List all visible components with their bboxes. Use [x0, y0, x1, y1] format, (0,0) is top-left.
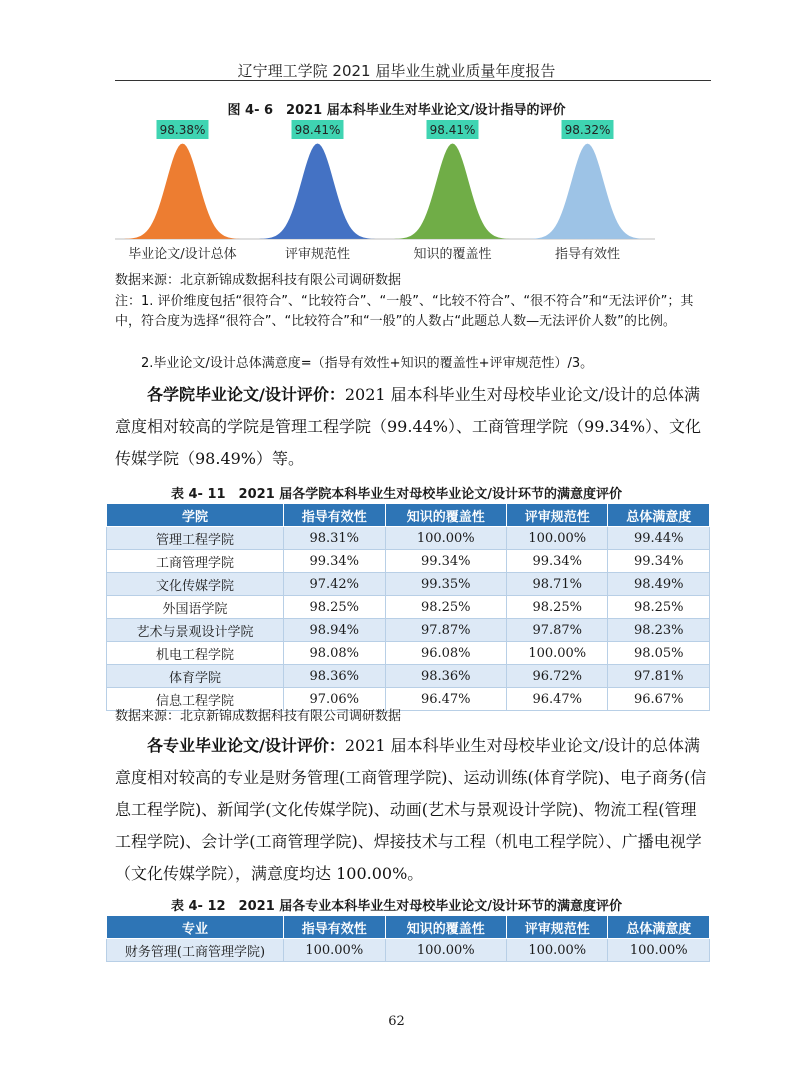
- table-cell: 98.25%: [608, 596, 710, 619]
- category-label: 知识的覆盖性: [413, 247, 492, 262]
- table-cell: 100.00%: [284, 939, 386, 962]
- table-cell: 99.35%: [385, 573, 506, 596]
- table-cell: 98.25%: [506, 596, 608, 619]
- table-header-row: [107, 916, 710, 939]
- major-table: [106, 915, 710, 962]
- table-cell: 99.44%: [608, 527, 710, 550]
- table-cell: 100.00%: [506, 939, 608, 962]
- major-paragraph-lead: 各专业毕业论文/设计评价：: [147, 736, 345, 755]
- table-cell: 98.25%: [385, 596, 506, 619]
- table-header-cell: 总体满意度: [608, 504, 710, 527]
- peak-chart: [115, 115, 655, 265]
- table-row-label: 艺术与景观设计学院: [107, 619, 284, 642]
- major-paragraph-text: 2021 届本科毕业生对母校毕业论文/设计的总体满意度相对较高的专业是财务管理(工商管理学院)、运动训练(体育学院)、电子商务(信息工程学院)、新闻学(文化传媒学院)、动画(艺术与景观设计学院)、物流工程(管理工程学院)、会计学(工商管理学院)、焊接技术与工程（机电工程学院）、广播电视学（文化传媒学院），满意度均达 100.00%。: [115, 736, 707, 883]
- table-cell: 97.06%: [284, 688, 386, 711]
- table2-title: 表 4- 12 2021 届各专业本科毕业生对母校毕业论文/设计环节的满意度评价: [170, 899, 623, 914]
- table-cell: 97.42%: [284, 573, 386, 596]
- table-cell: 99.34%: [608, 550, 710, 573]
- table-row: [107, 642, 710, 665]
- table-row: [107, 665, 710, 688]
- page-header-title: 辽宁理工学院 2021 届毕业生就业质量年度报告: [237, 62, 556, 80]
- table-cell: 100.00%: [506, 527, 608, 550]
- table-row: [107, 619, 710, 642]
- table-cell: 98.23%: [608, 619, 710, 642]
- table-header-row: [107, 504, 710, 527]
- data-label: 98.41%: [294, 123, 341, 137]
- table-row-label: 外国语学院: [107, 596, 284, 619]
- peak-1: [260, 144, 376, 240]
- data-label: 98.41%: [429, 123, 476, 137]
- table-cell: 97.81%: [608, 665, 710, 688]
- major-paragraph: [115, 730, 707, 890]
- table-row-label: 工商管理学院: [107, 550, 284, 573]
- table-row-label: 信息工程学院: [107, 688, 284, 711]
- table-cell: 100.00%: [385, 527, 506, 550]
- page-number: 62: [388, 1014, 405, 1029]
- college-table: [106, 503, 710, 711]
- table-cell: 98.08%: [284, 642, 386, 665]
- figure-source: 数据来源：北京新锦成数据科技有限公司调研数据: [115, 273, 402, 288]
- table-cell: 98.94%: [284, 619, 386, 642]
- table-row: [107, 939, 710, 962]
- figure-note-1: 注：1. 评价维度包括“很符合”、“比较符合”、“一般”、“比较不符合”、“很不符合”和“无法评价”；其中，符合度为选择“很符合”、“比较符合”和“一般”的人数占“此题总人数—无法评价人数”的比例。: [115, 294, 694, 329]
- table-cell: 97.87%: [385, 619, 506, 642]
- table-header-cell: 学院: [107, 504, 284, 527]
- table-header-cell: 指导有效性: [284, 504, 386, 527]
- category-label: 指导有效性: [554, 247, 621, 262]
- table-cell: 96.67%: [608, 688, 710, 711]
- table-cell: 100.00%: [608, 939, 710, 962]
- data-label: 98.38%: [159, 123, 206, 137]
- table-header-cell: 知识的覆盖性: [385, 916, 506, 939]
- category-label: 评审规范性: [284, 247, 351, 262]
- table-cell: 98.36%: [284, 665, 386, 688]
- table-cell: 98.05%: [608, 642, 710, 665]
- table-cell: 96.47%: [385, 688, 506, 711]
- college-paragraph: [115, 379, 707, 475]
- data-label: 98.32%: [564, 123, 611, 137]
- table-row: [107, 527, 710, 550]
- category-label: 毕业论文/设计总体: [128, 247, 237, 262]
- table-cell: 99.34%: [385, 550, 506, 573]
- table1-title: 表 4- 11 2021 届各学院本科毕业生对母校毕业论文/设计环节的满意度评价: [170, 487, 623, 502]
- figure-title: 图 4- 6 2021 届本科毕业生对毕业论文/设计指导的评价: [227, 103, 566, 118]
- table-row-label: 管理工程学院: [107, 527, 284, 550]
- table-cell: 97.87%: [506, 619, 608, 642]
- peak-3: [530, 144, 646, 239]
- table-row: [107, 596, 710, 619]
- table-header-cell: 指导有效性: [284, 916, 386, 939]
- table-cell: 98.36%: [385, 665, 506, 688]
- table-cell: 100.00%: [385, 939, 506, 962]
- table-row: [107, 573, 710, 596]
- table-row-label: 文化传媒学院: [107, 573, 284, 596]
- header-rule: [115, 80, 711, 81]
- table-cell: 96.47%: [506, 688, 608, 711]
- table-row: [107, 550, 710, 573]
- table-cell: 96.08%: [385, 642, 506, 665]
- table-cell: 98.49%: [608, 573, 710, 596]
- table-header-cell: 专业: [107, 916, 284, 939]
- college-paragraph-text: 2021 届本科毕业生对母校毕业论文/设计的总体满意度相对较高的学院是管理工程学院（99.44%）、工商管理学院（99.34%）、文化传媒学院（98.49%）等。: [115, 385, 702, 468]
- table-cell: 96.72%: [506, 665, 608, 688]
- peak-2: [395, 144, 511, 240]
- table1-source: 数据来源：北京新锦成数据科技有限公司调研数据: [115, 709, 402, 724]
- table-header-cell: 评审规范性: [506, 504, 608, 527]
- table-cell: 98.25%: [284, 596, 386, 619]
- table-cell: 100.00%: [506, 642, 608, 665]
- table-header-cell: 知识的覆盖性: [385, 504, 506, 527]
- table-row-label: 财务管理(工商管理学院): [107, 939, 284, 962]
- table-cell: 98.71%: [506, 573, 608, 596]
- college-paragraph-lead: 各学院毕业论文/设计评价：: [147, 385, 345, 404]
- table-cell: 99.34%: [284, 550, 386, 573]
- peak-0: [125, 144, 241, 239]
- table-row-label: 机电工程学院: [107, 642, 284, 665]
- table-header-cell: 总体满意度: [608, 916, 710, 939]
- table-cell: 99.34%: [506, 550, 608, 573]
- figure-note-2: 2.毕业论文/设计总体满意度=（指导有效性+知识的覆盖性+评审规范性）/3。: [141, 356, 594, 371]
- table-cell: 98.31%: [284, 527, 386, 550]
- table-header-cell: 评审规范性: [506, 916, 608, 939]
- table-row-label: 体育学院: [107, 665, 284, 688]
